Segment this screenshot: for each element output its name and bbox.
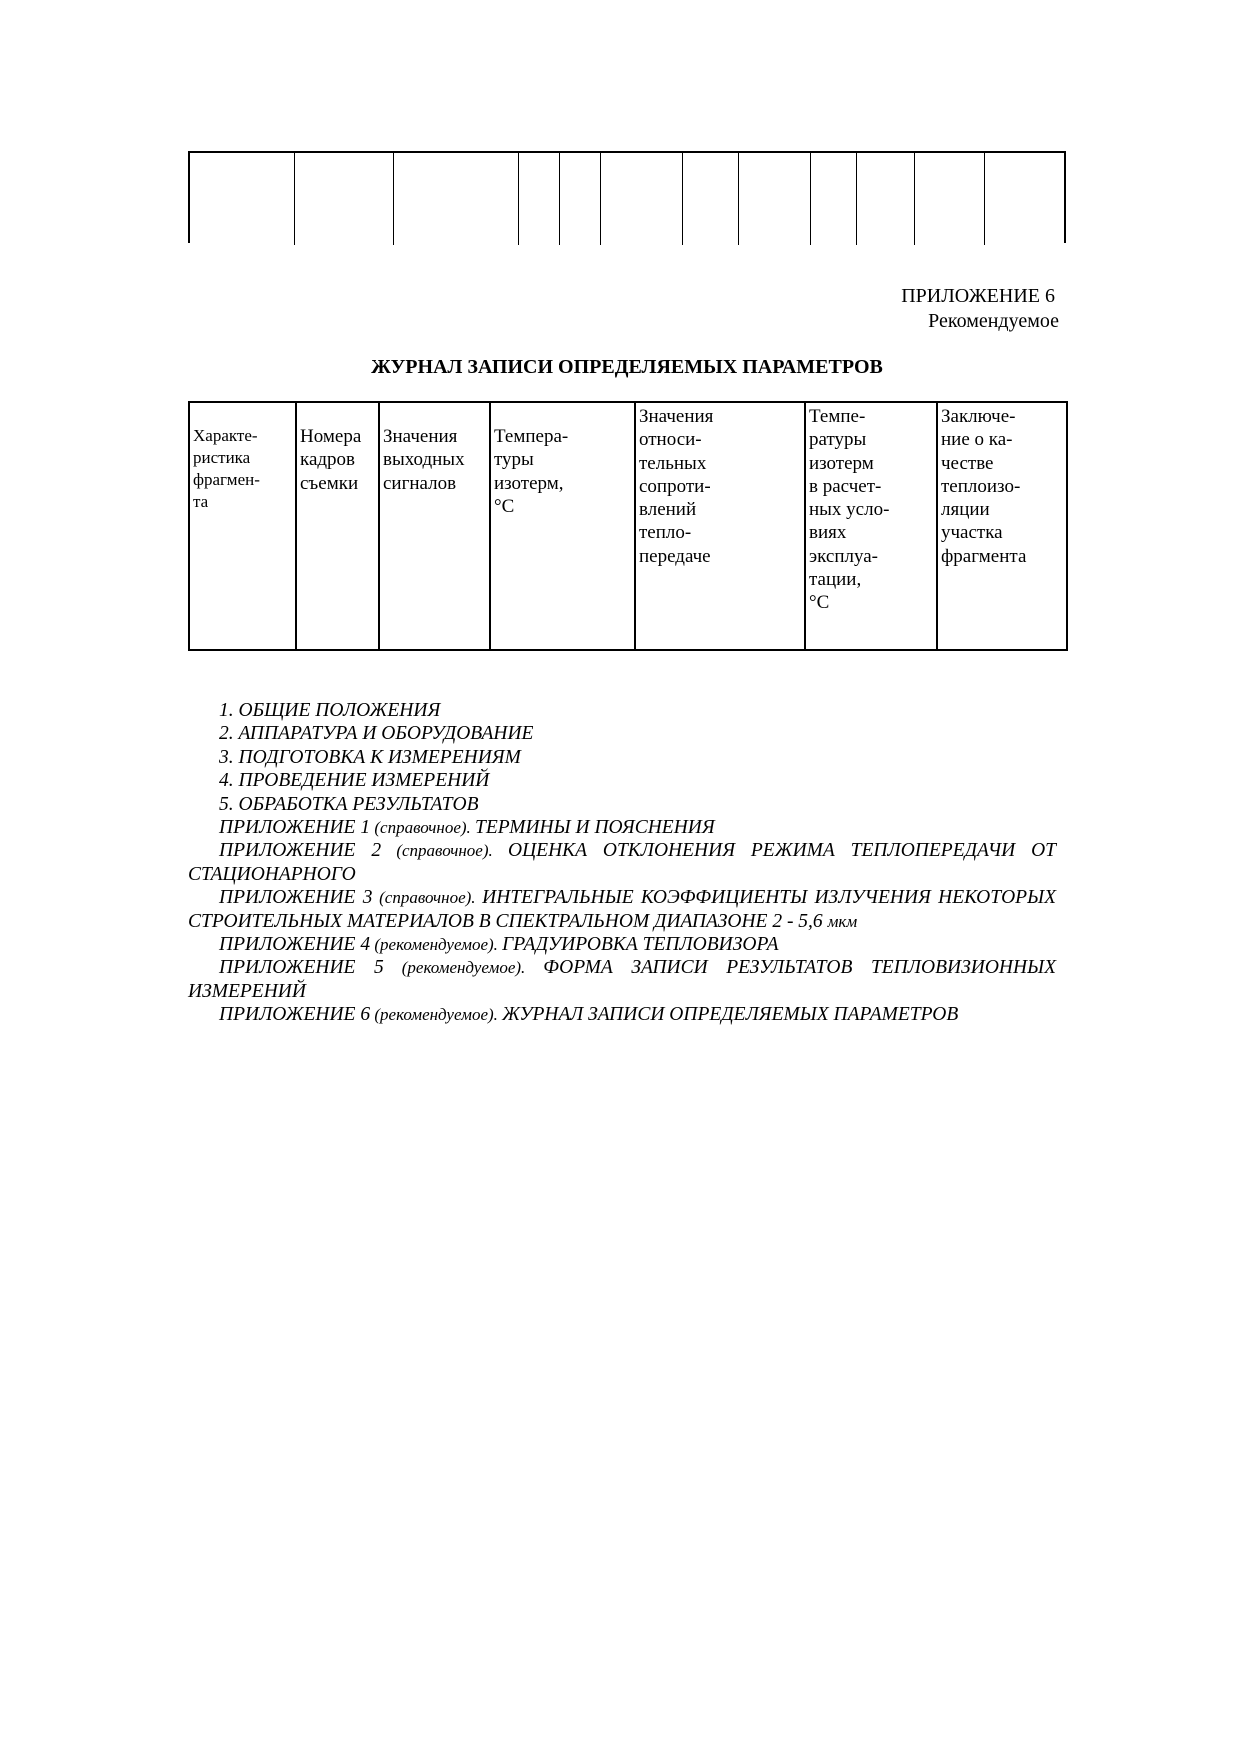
table-column-divider (559, 153, 560, 245)
toc-item: 4. ПРОВЕДЕНИЕ ИЗМЕРЕНИЙ (219, 770, 490, 792)
toc-item: ПРИЛОЖЕНИЕ 6 (рекомендуемое). ЖУРНАЛ ЗАПИСИ ОПРЕДЕЛЯЕМЫХ ПАРАМЕТРОВ (219, 1004, 959, 1026)
table-column-divider (682, 153, 683, 245)
column-header-isotherm-temperatures: Темпера- туры изотерм, °С (490, 402, 635, 650)
table-column-divider (393, 153, 394, 245)
column-header-frame-numbers: Номера кадров съемки (296, 402, 379, 650)
toc-item: 2. АППАРАТУРА И ОБОРУДОВАНИЕ (219, 723, 534, 745)
appendix-number: ПРИЛОЖЕНИЕ 6 (901, 285, 1055, 307)
toc-item: ПРИЛОЖЕНИЕ 3 (справочное). ИНТЕГРАЛЬНЫЕ КОЭФФИЦИЕНТЫ ИЗЛУЧЕНИЯ НЕКОТОРЫХ СТРОИТЕЛЬНЫХ МАТЕРИАЛОВ В СПЕКТРАЛЬНОМ ДИАПАЗОНЕ 2 - 5,6 мкм (188, 887, 1056, 932)
toc-item: ПРИЛОЖЕНИЕ 2 (справочное). ОЦЕНКА ОТКЛОНЕНИЯ РЕЖИМА ТЕПЛОПЕРЕДАЧИ ОТ СТАЦИОНАРНОГО (188, 840, 1057, 885)
table-column-divider (856, 153, 857, 245)
table-column-divider (294, 153, 295, 245)
toc-item: 1. ОБЩИЕ ПОЛОЖЕНИЯ (219, 700, 441, 721)
table-column-divider (984, 153, 985, 245)
journal-table (188, 401, 1068, 651)
table-of-contents (188, 699, 1056, 1027)
appendix-status: Рекомендуемое (928, 310, 1059, 332)
column-header-design-temperatures: Темпе- ратуры изотерм в расчет- ных усло- виях эксплуа- тации, °С (805, 402, 937, 650)
column-header-insulation-conclusion: Заключе- ние о ка- честве теплоизо- ляции участка фрагмента (937, 402, 1067, 650)
table-column-divider (518, 153, 519, 245)
table-column-divider (914, 153, 915, 245)
table-column-divider (810, 153, 811, 245)
previous-table-continuation (188, 151, 1066, 243)
column-header-relative-resistance: Значения относи- тельных сопроти- влений тепло- передаче (635, 402, 805, 650)
toc-item: 3. ПОДГОТОВКА К ИЗМЕРЕНИЯМ (219, 746, 521, 768)
toc-item: ПРИЛОЖЕНИЕ 5 (рекомендуемое). ФОРМА ЗАПИСИ РЕЗУЛЬТАТОВ ТЕПЛОВИЗИОННЫХ ИЗМЕРЕНИЙ (188, 957, 1056, 1002)
toc-item: 5. ОБРАБОТКА РЕЗУЛЬТАТОВ (219, 793, 479, 815)
table-column-divider (600, 153, 601, 245)
journal-title: ЖУРНАЛ ЗАПИСИ ОПРЕДЕЛЯЕМЫХ ПАРАМЕТРОВ (371, 356, 883, 378)
journal-header-row (189, 402, 1067, 650)
toc-item: ПРИЛОЖЕНИЕ 4 (рекомендуемое). ГРАДУИРОВКА ТЕПЛОВИЗОРА (219, 934, 779, 956)
toc-item: ПРИЛОЖЕНИЕ 1 (справочное). ТЕРМИНЫ И ПОЯСНЕНИЯ (219, 817, 715, 839)
table-column-divider (738, 153, 739, 245)
column-header-output-signals: Значения выходных сигналов (379, 402, 490, 650)
column-header-fragment: Характе- ристика фрагмен- та (189, 402, 296, 650)
appendix-header (901, 284, 1059, 334)
